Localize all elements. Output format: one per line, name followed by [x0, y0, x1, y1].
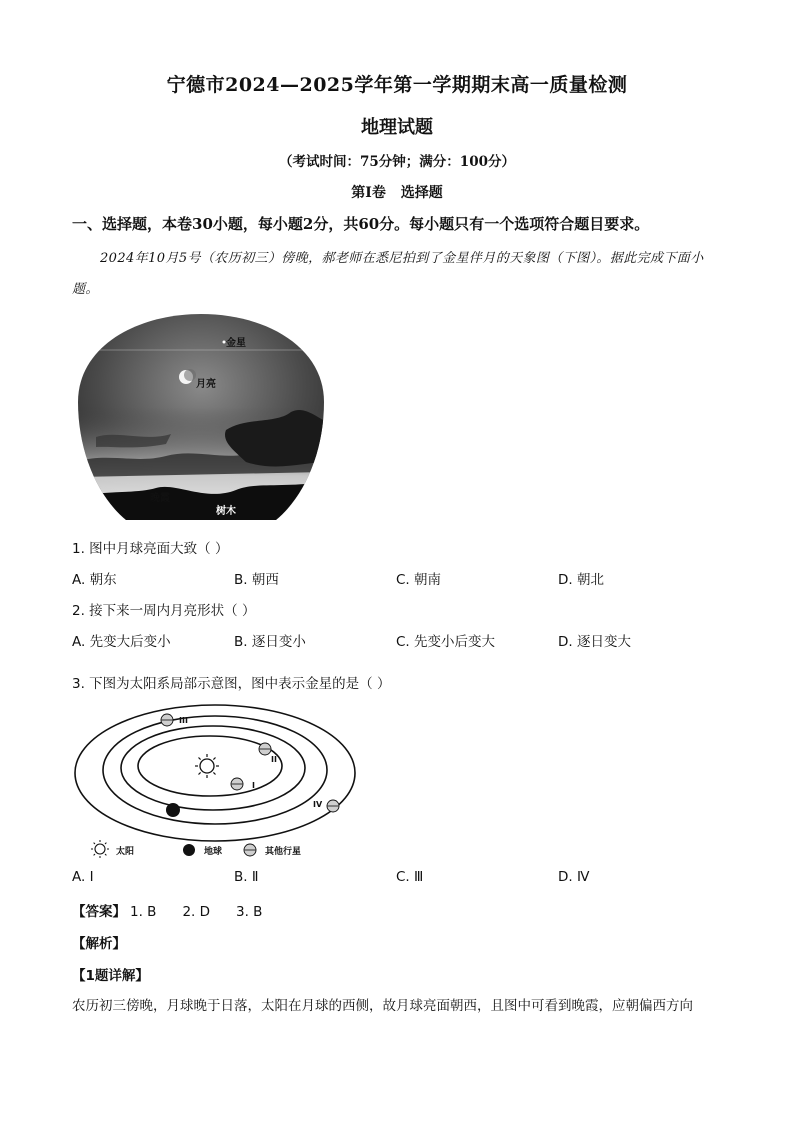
legend-earth-icon: [183, 844, 195, 856]
venus-label: 金星: [226, 338, 246, 349]
earth-icon: [166, 803, 180, 817]
answer-line: [72, 900, 284, 920]
question-2-stem: 2. 接下来一周内月亮形状（ ）: [72, 603, 256, 619]
page-title: 宁德市2024—2025学年第一学期期末高一质量检测: [166, 74, 628, 96]
intro-paragraph: 2024年10月5号（农历初三）傍晚，郝老师在悉尼拍到了金星伴月的天象图（下图）。据此完成下面小题。: [72, 251, 704, 297]
legend-sun-icon: [91, 840, 109, 858]
question-3-option-b[interactable]: B. Ⅱ: [234, 869, 259, 885]
question-2-option-c[interactable]: C. 先变小后变大: [396, 634, 496, 650]
question-1-option-c[interactable]: C. 朝南: [396, 572, 442, 588]
detail-title: 【1题详解】: [72, 968, 149, 984]
question-3-option-c[interactable]: C. Ⅲ: [396, 869, 424, 885]
planet-ii-icon: [259, 743, 271, 755]
question-3-option-d[interactable]: D. Ⅳ: [558, 869, 590, 885]
orbit-3: [103, 716, 327, 824]
question-1-stem: 1. 图中月球亮面大致（ ）: [72, 541, 229, 557]
answer-label: 【答案】: [72, 904, 126, 920]
legend-sun-label: 太阳: [116, 847, 135, 857]
planet-iv-icon: [327, 800, 339, 812]
planet-i-label: I: [252, 781, 255, 790]
subject-title: 地理试题: [361, 117, 433, 138]
answer-3: 3. B: [236, 904, 263, 920]
question-1-option-a[interactable]: A. 朝东: [72, 572, 117, 588]
question-3-stem: 3. 下图为太阳系局部示意图，图中表示金星的是（ ）: [72, 676, 391, 692]
glow-label: 晚霞: [150, 493, 170, 504]
question-1-option-b[interactable]: B. 朝西: [234, 572, 279, 588]
trees-label: 树木: [216, 506, 236, 517]
question-3-option-a[interactable]: A. I: [72, 869, 94, 885]
legend-other-label: 其他行星: [265, 847, 302, 857]
section-heading: 一、选择题，本卷30小题，每小题2分，共60分。每小题只有一个选项符合题目要求。: [72, 215, 650, 233]
analysis-label: 【解析】: [72, 936, 126, 952]
question-1-option-d[interactable]: D. 朝北: [558, 572, 604, 588]
planet-ii-label: II: [271, 755, 277, 764]
question-2-option-a[interactable]: A. 先变大后变小: [72, 634, 171, 650]
planet-iii-icon: [161, 714, 173, 726]
question-2-option-b[interactable]: B. 逐日变小: [234, 634, 306, 650]
detail-text: 农历初三傍晚，月球晚于日落，太阳在月球的西侧，故月球亮面朝西，且图中可看到晚霞，应朝偏西方向: [72, 998, 693, 1014]
solar-system-diagram: [70, 700, 370, 865]
sun-icon: [195, 754, 219, 778]
sky-photo: [76, 312, 326, 522]
moon-label: 月亮: [196, 379, 216, 390]
answer-1: 1. B: [130, 904, 157, 920]
planet-iii-label: III: [179, 716, 188, 725]
question-2-option-d[interactable]: D. 逐日变大: [558, 634, 631, 650]
planet-iv-label: IV: [313, 800, 323, 809]
exam-info: （考试时间：75分钟；满分：100分）: [279, 154, 515, 170]
legend-earth-label: 地球: [204, 847, 223, 857]
volume-title: 第Ⅰ卷 选择题: [351, 185, 443, 201]
answer-2: 2. D: [182, 904, 211, 920]
planet-i-icon: [231, 778, 243, 790]
legend-other-planet-icon: [244, 844, 256, 856]
